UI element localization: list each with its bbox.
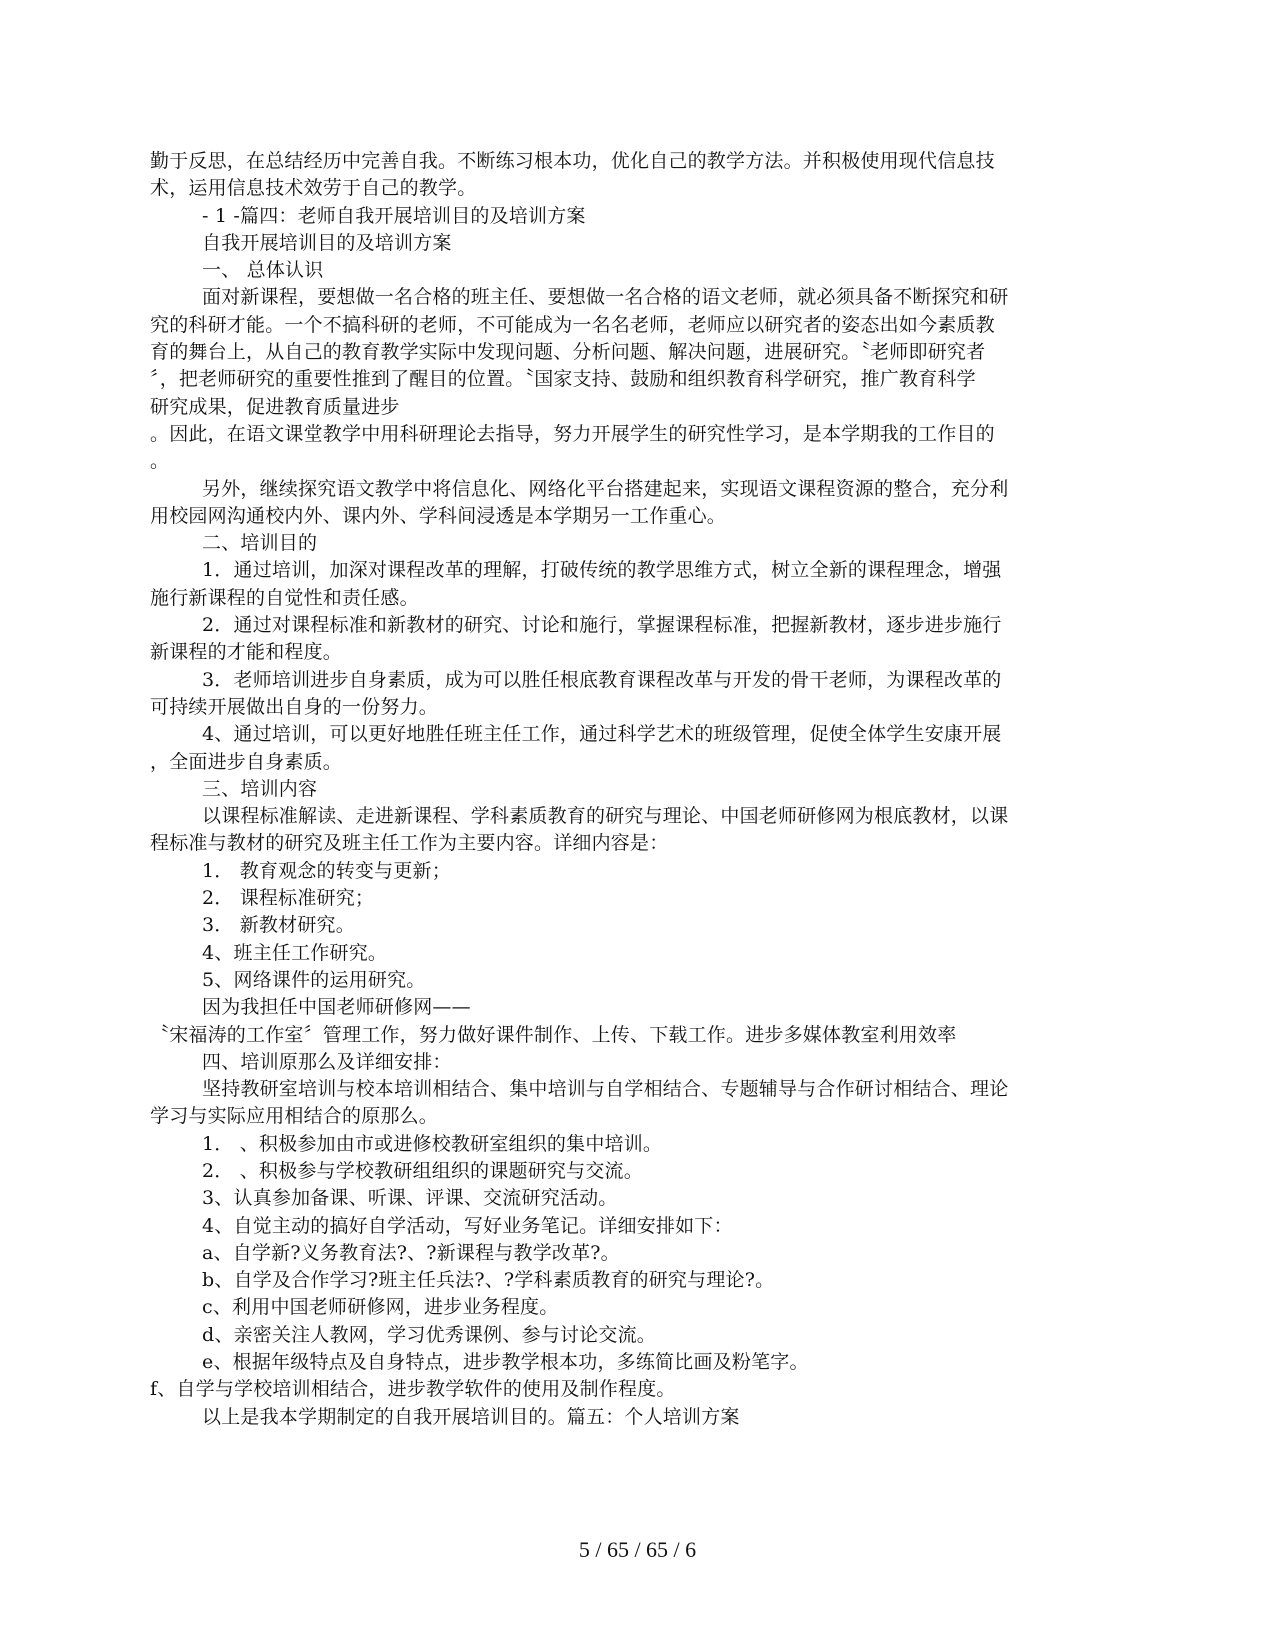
text-line: 3．老师培训进步自身素质，成为可以胜任根底教育课程改革与开发的骨干老师，为课程改革的 <box>202 668 1002 691</box>
text-line: e、根据年级特点及自身特点，进步教学根本功，多练简比画及粉笔字。 <box>202 1351 809 1374</box>
text-line: b、自学及合作学习?班主任兵法?、?学科素质教育的研究与理论?。 <box>202 1269 775 1292</box>
text-line: 。因此，在语文课堂教学中用科研理论去指导，努力开展学生的研究性学习，是本学期我的工作目的 <box>150 422 995 445</box>
text-line: ，全面进步自身素质。 <box>150 750 343 773</box>
text-line: 自我开展培训目的及培训方案 <box>202 231 452 254</box>
text-line: c、利用中国老师研修网，进步业务程度。 <box>202 1296 559 1319</box>
text-line: 一、 总体认识 <box>202 259 324 282</box>
text-line: f、自学与学校培训相结合，进步教学软件的使用及制作程度。 <box>150 1378 676 1401</box>
text-line: 勤于反思，在总结经历中完善自我。不断练习根本功，优化自己的教学方法。并积极使用现代信息技 <box>150 150 995 172</box>
text-line: 〝宋福涛的工作室〞管理工作，努力做好课件制作、上传、下载工作。进步多媒体教室利用效率 <box>150 1023 957 1046</box>
text-line: 4、自觉主动的搞好自学活动，写好业务笔记。详细安排如下： <box>202 1214 733 1237</box>
text-line: 〞，把老师研究的重要性推到了醒目的位置。〝国家支持、鼓励和组织教育科学研究，推广教育科学 <box>150 368 976 391</box>
text-line: 程标准与教材的研究及班主任工作为主要内容。详细内容是： <box>150 832 669 855</box>
text-line: 育的舞台上，从自己的教育教学实际中发现问题、分析问题、解决问题，进展研究。〝老师即研究者 <box>150 341 986 364</box>
text-line: 施行新课程的自觉性和责任感。 <box>150 586 419 609</box>
text-line: 二、培训目的 <box>202 532 318 555</box>
text-line: 三、培训内容 <box>202 777 318 800</box>
text-line: 以上是我本学期制定的自我开展培训目的。篇五：个人培训方案 <box>202 1405 740 1428</box>
text-line: a、自学新?义务教育法?、?新课程与教学改革?。 <box>202 1241 620 1264</box>
text-line: 4、班主任工作研究。 <box>202 941 388 964</box>
text-line: 2．通过对课程标准和新教材的研究、讨论和施行，掌握课程标准，把握新教材，逐步进步施行 <box>202 614 1002 637</box>
text-line: 2． 课程标准研究； <box>202 887 375 910</box>
text-line: 可持续开展做出自身的一份努力。 <box>150 695 439 718</box>
text-line: 3、认真参加备课、听课、评课、交流研究活动。 <box>202 1187 618 1210</box>
text-line: 。 <box>150 450 170 473</box>
text-line: 2． 、积极参与学校教研组组织的课题研究与交流。 <box>202 1159 643 1182</box>
text-line: 1．通过培训，加深对课程改革的理解，打破传统的教学思维方式，树立全新的课程理念，增强 <box>202 559 1002 582</box>
text-line: - 1 -篇四：老师自我开展培训目的及培训方案 <box>202 204 586 227</box>
text-line: 因为我担任中国老师研修网—— <box>202 996 471 1019</box>
text-line: d、亲密关注人教网，学习优秀课例、参与讨论交流。 <box>202 1323 656 1346</box>
text-line: 四、培训原那么及详细安排： <box>202 1050 452 1073</box>
text-line: 另外，继续探究语文教学中将信息化、网络化平台搭建起来，实现语文课程资源的整合，充分利 <box>202 477 1009 500</box>
text-line: 面对新课程，要想做一名合格的班主任、要想做一名合格的语文老师，就必须具备不断探究和研 <box>202 286 1009 309</box>
text-line: 4、通过培训，可以更好地胜任班主任工作，通过科学艺术的班级管理，促使全体学生安康开展 <box>202 723 1002 746</box>
text-line: 新课程的才能和程度。 <box>150 641 343 664</box>
document-body <box>150 148 1118 1431</box>
text-line: 究的科研才能。一个不搞科研的老师，不可能成为一名名老师，老师应以研究者的姿态出如今素质教 <box>150 313 995 336</box>
text-line: 以课程标准解读、走进新课程、学科素质教育的研究与理论、中国老师研修网为根底教材，以课 <box>202 805 1009 828</box>
text-line: 1． 教育观念的转变与更新； <box>202 859 451 882</box>
text-line: 3． 新教材研究。 <box>202 914 355 937</box>
text-line: 术，运用信息技术效劳于自己的教学。 <box>150 177 477 200</box>
text-line: 5、网络课件的运用研究。 <box>202 968 426 991</box>
text-line: 1． 、积极参加由市或进修校教研室组织的集中培训。 <box>202 1132 663 1155</box>
page-number: 5 / 65 / 65 / 6 <box>578 1537 697 1562</box>
text-line: 坚持教研室培训与校本培训相结合、集中培训与自学相结合、专题辅导与合作研讨相结合、理论 <box>202 1078 1009 1101</box>
text-line: 学习与实际应用相结合的原那么。 <box>150 1105 439 1128</box>
text-line: 用校园网沟通校内外、课内外、学科间浸透是本学期另一工作重心。 <box>150 504 727 527</box>
text-line: 研究成果，促进教育质量进步 <box>150 395 400 418</box>
